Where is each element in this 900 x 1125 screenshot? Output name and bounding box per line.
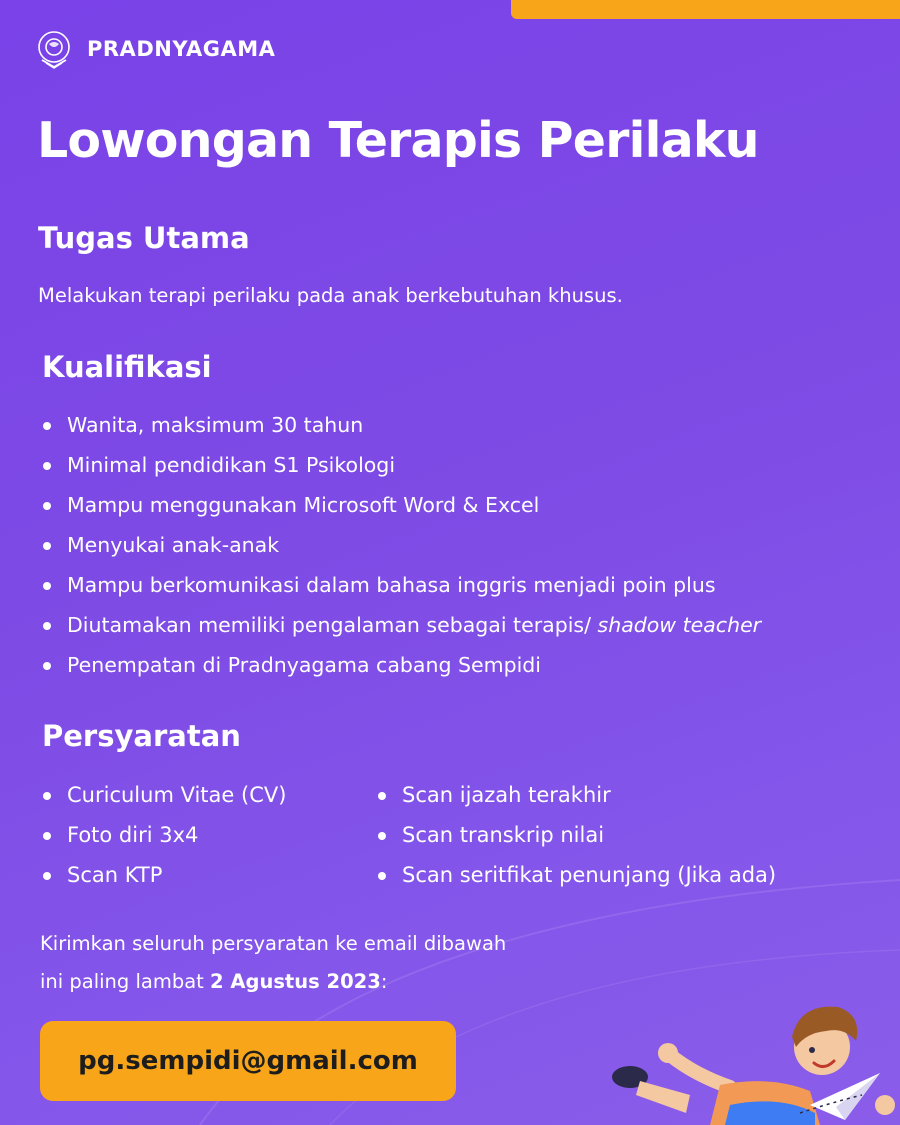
brand-name: PRADNYAGAMA (87, 37, 276, 61)
list-item (41, 445, 761, 485)
list-item (41, 485, 761, 525)
child-paper-plane-illustration (600, 995, 900, 1125)
list-item-text: Wanita, maksimum 30 tahun (67, 413, 364, 437)
list-item: Scan KTP (41, 855, 286, 895)
list-item: Curiculum Vitae (CV) (41, 775, 286, 815)
tugas-text: Melakukan terapi perilaku pada anak berkebutuhan khusus. (38, 284, 623, 307)
list-item-text: Mampu berkomunikasi dalam bahasa inggris menjadi poin plus (67, 573, 716, 597)
list-item-italic: shadow teacher (597, 613, 762, 637)
list-item-text: Diutamakan memiliki pengalaman sebagai terapis/ (67, 613, 598, 637)
persyaratan-list-left (41, 775, 286, 895)
deadline: 2 Agustus 2023 (210, 970, 381, 993)
kualifikasi-list (41, 405, 761, 685)
tugas-heading: Tugas Utama (38, 221, 250, 255)
persyaratan-heading: Persyaratan (42, 719, 241, 753)
submit-line-2 (40, 963, 506, 1001)
list-item-text: Menyukai anak-anak (67, 533, 280, 557)
accent-top-bar (511, 0, 900, 19)
pradnyagama-logo-icon (32, 27, 76, 71)
list-item (41, 605, 761, 645)
submit-line-2-prefix: ini paling lambat (40, 970, 211, 993)
submit-line-2-suffix: : (380, 970, 388, 993)
list-item (41, 645, 761, 685)
submit-line-1: Kirimkan seluruh persyaratan ke email dibawah (40, 932, 507, 955)
list-item (41, 565, 761, 605)
page-title: Lowongan Terapis Perilaku (37, 112, 759, 169)
persyaratan-list-right (376, 775, 776, 895)
list-item: Scan ijazah terakhir (376, 775, 776, 815)
submit-instructions (40, 925, 506, 1001)
list-item-text: Penempatan di Pradnyagama cabang Sempidi (67, 653, 541, 677)
list-item (41, 525, 761, 565)
list-item (41, 405, 761, 445)
email-button[interactable]: pg.sempidi@gmail.com (40, 1021, 456, 1101)
brand-header (32, 27, 275, 71)
list-item-text: Minimal pendidikan S1 Psikologi (67, 453, 396, 477)
list-item-text: Mampu menggunakan Microsoft Word & Excel (67, 493, 540, 517)
list-item: Scan seritfikat penunjang (Jika ada) (376, 855, 776, 895)
list-item: Scan transkrip nilai (376, 815, 776, 855)
kualifikasi-heading: Kualifikasi (42, 350, 212, 384)
list-item: Foto diri 3x4 (41, 815, 286, 855)
